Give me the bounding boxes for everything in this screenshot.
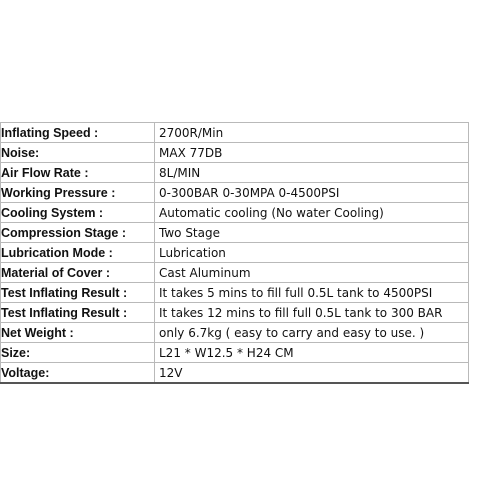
spec-value: 2700R/Min bbox=[155, 123, 469, 143]
spec-label: Noise: bbox=[1, 143, 155, 163]
spec-label: Working Pressure : bbox=[1, 183, 155, 203]
spec-value: It takes 5 mins to fill full 0.5L tank to 4500PSI bbox=[155, 283, 469, 303]
spec-value: 0-300BAR 0-30MPA 0-4500PSI bbox=[155, 183, 469, 203]
spec-value: MAX 77DB bbox=[155, 143, 469, 163]
spec-value: Automatic cooling (No water Cooling) bbox=[155, 203, 469, 223]
spec-value: Two Stage bbox=[155, 223, 469, 243]
spec-label: Cooling System : bbox=[1, 203, 155, 223]
spec-row-net-weight bbox=[1, 323, 469, 343]
spec-row-material-of-cover bbox=[1, 263, 469, 283]
spec-value: Cast Aluminum bbox=[155, 263, 469, 283]
spec-label: Compression Stage : bbox=[1, 223, 155, 243]
spec-table bbox=[0, 122, 469, 384]
spec-row-working-pressure bbox=[1, 183, 469, 203]
spec-row-inflating-speed bbox=[1, 123, 469, 143]
spec-value: 8L/MIN bbox=[155, 163, 469, 183]
spec-row-voltage bbox=[1, 363, 469, 384]
spec-row-compression-stage bbox=[1, 223, 469, 243]
spec-table-body bbox=[1, 123, 469, 384]
spec-label: Lubrication Mode : bbox=[1, 243, 155, 263]
spec-row-size bbox=[1, 343, 469, 363]
spec-label: Voltage: bbox=[1, 363, 155, 384]
spec-value: It takes 12 mins to fill full 0.5L tank to 300 BAR bbox=[155, 303, 469, 323]
spec-label: Inflating Speed : bbox=[1, 123, 155, 143]
spec-row-air-flow-rate bbox=[1, 163, 469, 183]
spec-label: Material of Cover : bbox=[1, 263, 155, 283]
spec-row-test-inflating-result-bar bbox=[1, 303, 469, 323]
spec-label: Net Weight : bbox=[1, 323, 155, 343]
spec-row-test-inflating-result-psi bbox=[1, 283, 469, 303]
spec-label: Test Inflating Result : bbox=[1, 283, 155, 303]
spec-value: 12V bbox=[155, 363, 469, 384]
spec-label: Test Inflating Result : bbox=[1, 303, 155, 323]
spec-row-cooling-system bbox=[1, 203, 469, 223]
spec-label: Size: bbox=[1, 343, 155, 363]
spec-value: only 6.7kg ( easy to carry and easy to use. ) bbox=[155, 323, 469, 343]
spec-label: Air Flow Rate : bbox=[1, 163, 155, 183]
spec-row-noise bbox=[1, 143, 469, 163]
spec-value: L21 * W12.5 * H24 CM bbox=[155, 343, 469, 363]
spec-row-lubrication-mode bbox=[1, 243, 469, 263]
spec-value: Lubrication bbox=[155, 243, 469, 263]
